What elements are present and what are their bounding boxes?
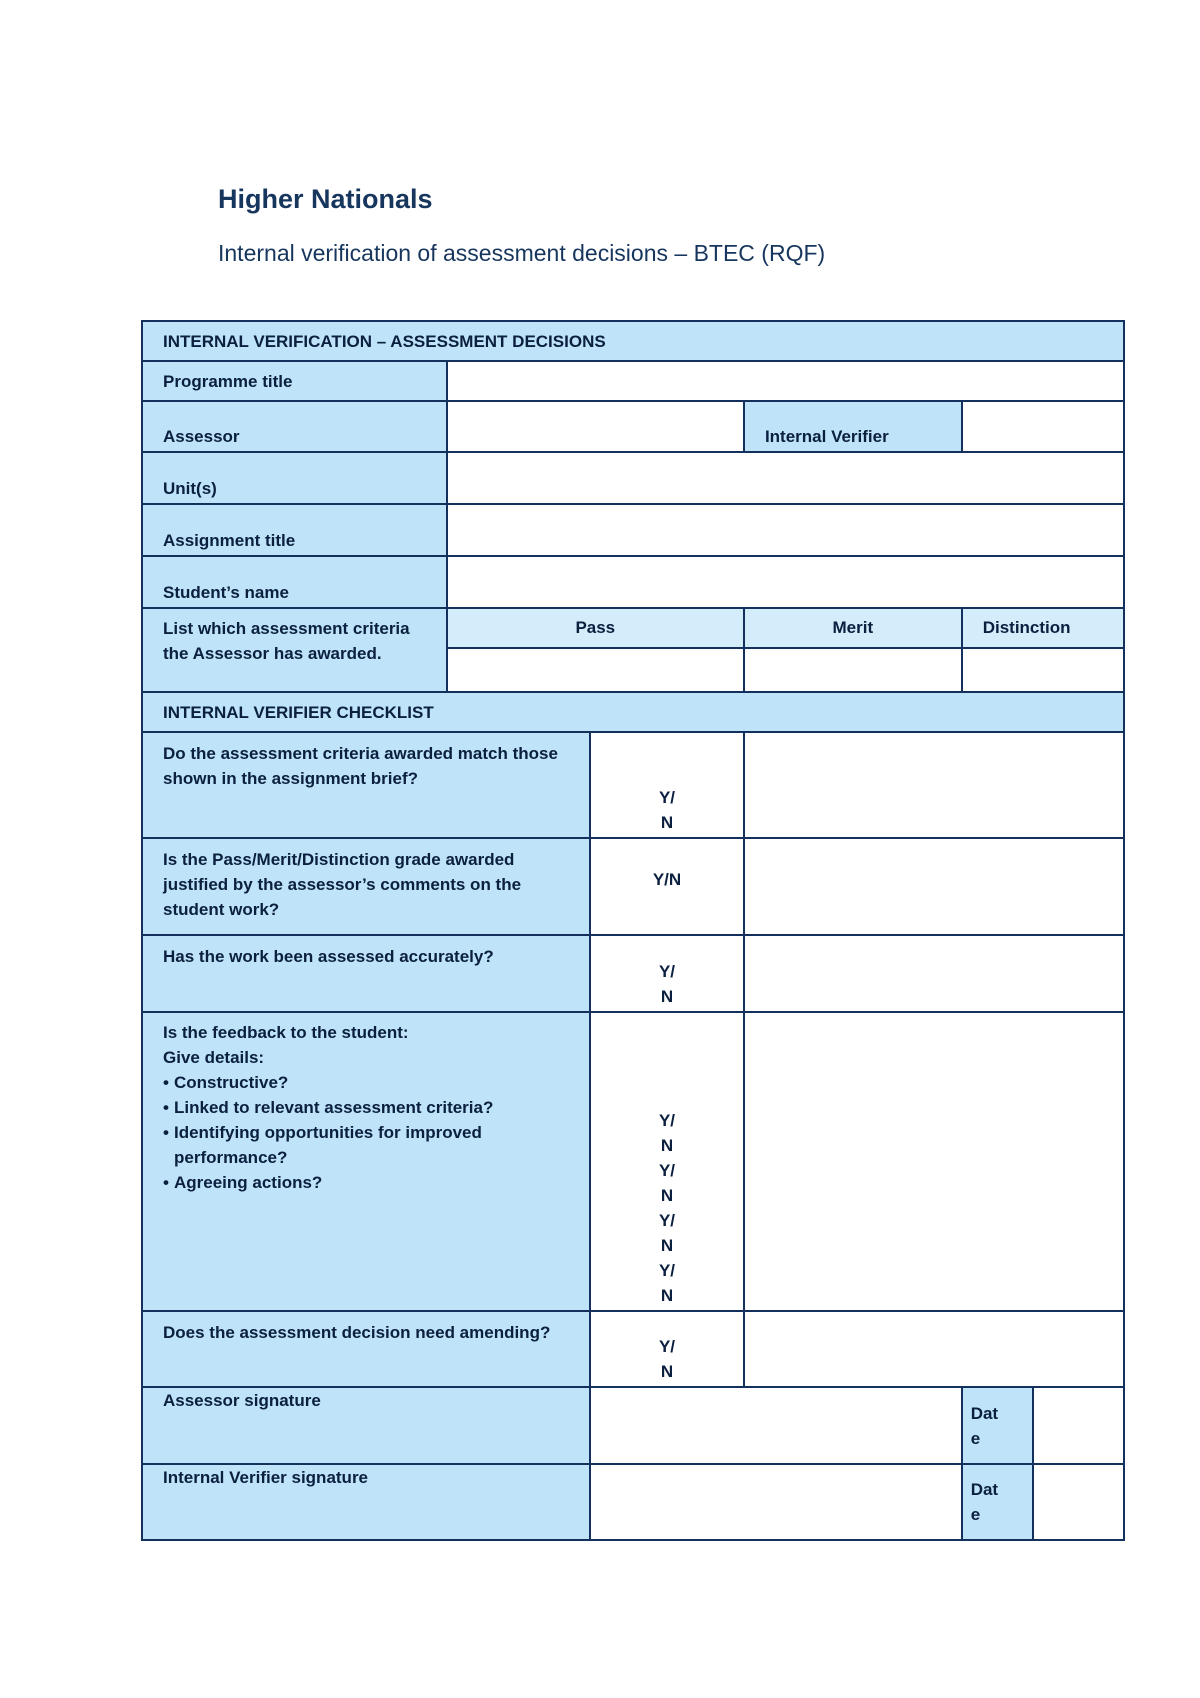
merit-criteria-field[interactable] — [744, 648, 962, 692]
yn-label: N — [660, 987, 674, 1007]
feedback-give-details: Give details: — [163, 1048, 265, 1068]
label-iv-date — [962, 1464, 1033, 1540]
iv-date-field[interactable] — [1033, 1464, 1124, 1540]
feedback-bullet-constructive: • Constructive? — [163, 1070, 569, 1095]
label-internal-verifier: Internal Verifier — [744, 401, 962, 452]
yn-label: Y/ — [658, 1111, 676, 1131]
distinction-criteria-field[interactable] — [962, 648, 1124, 692]
assessor-signature-field[interactable] — [590, 1387, 962, 1463]
iv-form-table — [141, 320, 1125, 1541]
page-subtitle: Internal verification of assessment decisions – BTEC (RQF) — [218, 240, 826, 266]
yn-label: Y/N — [652, 869, 682, 889]
yn-feedback[interactable] — [590, 1012, 744, 1311]
yn-amending[interactable] — [590, 1311, 744, 1387]
comment-amending-field[interactable] — [744, 1311, 1124, 1387]
feedback-bullet-opportunities: • Identifying opportunities for improved performance? — [163, 1120, 569, 1170]
yn-label: Y/ — [658, 787, 676, 807]
yn-label: N — [660, 812, 674, 832]
label-assignment-title: Assignment title — [142, 504, 447, 556]
date-label-part: Dat — [970, 1403, 999, 1423]
yn-label: Y/ — [658, 1261, 676, 1281]
yn-label: N — [660, 1286, 674, 1306]
header-merit: Merit — [744, 608, 962, 648]
yn-label: N — [660, 1362, 674, 1382]
label-assessor-signature: Assessor signature — [142, 1387, 590, 1463]
comment-feedback-field[interactable] — [744, 1012, 1124, 1311]
label-assessor-date — [962, 1387, 1033, 1463]
date-label-part: e — [970, 1504, 981, 1524]
label-iv-signature: Internal Verifier signature — [142, 1464, 590, 1540]
internal-verifier-field[interactable] — [962, 401, 1124, 452]
checklist-question-criteria-match: Do the assessment criteria awarded match those shown in the assignment brief? — [142, 732, 590, 837]
yn-label: N — [660, 1236, 674, 1256]
header-distinction: Distinction — [962, 608, 1124, 648]
label-programme-title: Programme title — [142, 361, 447, 401]
comment-grade-justified-field[interactable] — [744, 838, 1124, 935]
feedback-bullet-list — [163, 1070, 569, 1195]
feedback-bullet-agreeing: • Agreeing actions? — [163, 1170, 569, 1195]
yn-assessed-accurately[interactable] — [590, 935, 744, 1012]
iv-signature-field[interactable] — [590, 1464, 962, 1540]
feedback-question: Is the feedback to the student: — [163, 1023, 409, 1043]
checklist-question-amending: Does the assessment decision need amending? — [142, 1311, 590, 1387]
programme-title-field[interactable] — [447, 361, 1124, 401]
yn-label: Y/ — [658, 1337, 676, 1357]
header-pass: Pass — [447, 608, 744, 648]
pass-criteria-field[interactable] — [447, 648, 744, 692]
comment-assessed-accurately-field[interactable] — [744, 935, 1124, 1012]
assessor-field[interactable] — [447, 401, 744, 452]
yn-label: Y/ — [658, 1211, 676, 1231]
checklist-question-grade-justified: Is the Pass/Merit/Distinction grade awarded justified by the assessor’s comments on the student work? — [142, 838, 590, 935]
feedback-bullet-linked: • Linked to relevant assessment criteria? — [163, 1095, 569, 1120]
label-units: Unit(s) — [142, 452, 447, 503]
label-students-name: Student’s name — [142, 556, 447, 608]
page-title: Higher Nationals — [218, 184, 433, 214]
date-label-part: Dat — [970, 1479, 999, 1499]
yn-grade-justified[interactable] — [590, 838, 744, 935]
yn-label: N — [660, 1186, 674, 1206]
yn-label: N — [660, 1136, 674, 1156]
assignment-title-field[interactable] — [447, 504, 1124, 556]
units-field[interactable] — [447, 452, 1124, 503]
section-heading-checklist: INTERNAL VERIFIER CHECKLIST — [142, 692, 1124, 732]
label-criteria-awarded: List which assessment criteria the Assessor has awarded. — [142, 608, 447, 692]
assessor-date-field[interactable] — [1033, 1387, 1124, 1463]
students-name-field[interactable] — [447, 556, 1124, 608]
yn-criteria-match[interactable] — [590, 732, 744, 837]
checklist-question-assessed-accurately: Has the work been assessed accurately? — [142, 935, 590, 1012]
yn-label: Y/ — [658, 962, 676, 982]
section-heading-assessment-decisions: INTERNAL VERIFICATION – ASSESSMENT DECISIONS — [142, 321, 1124, 361]
yn-label: Y/ — [658, 1161, 676, 1181]
comment-criteria-match-field[interactable] — [744, 732, 1124, 837]
label-assessor: Assessor — [142, 401, 447, 452]
date-label-part: e — [970, 1428, 981, 1448]
checklist-question-feedback — [142, 1012, 590, 1311]
